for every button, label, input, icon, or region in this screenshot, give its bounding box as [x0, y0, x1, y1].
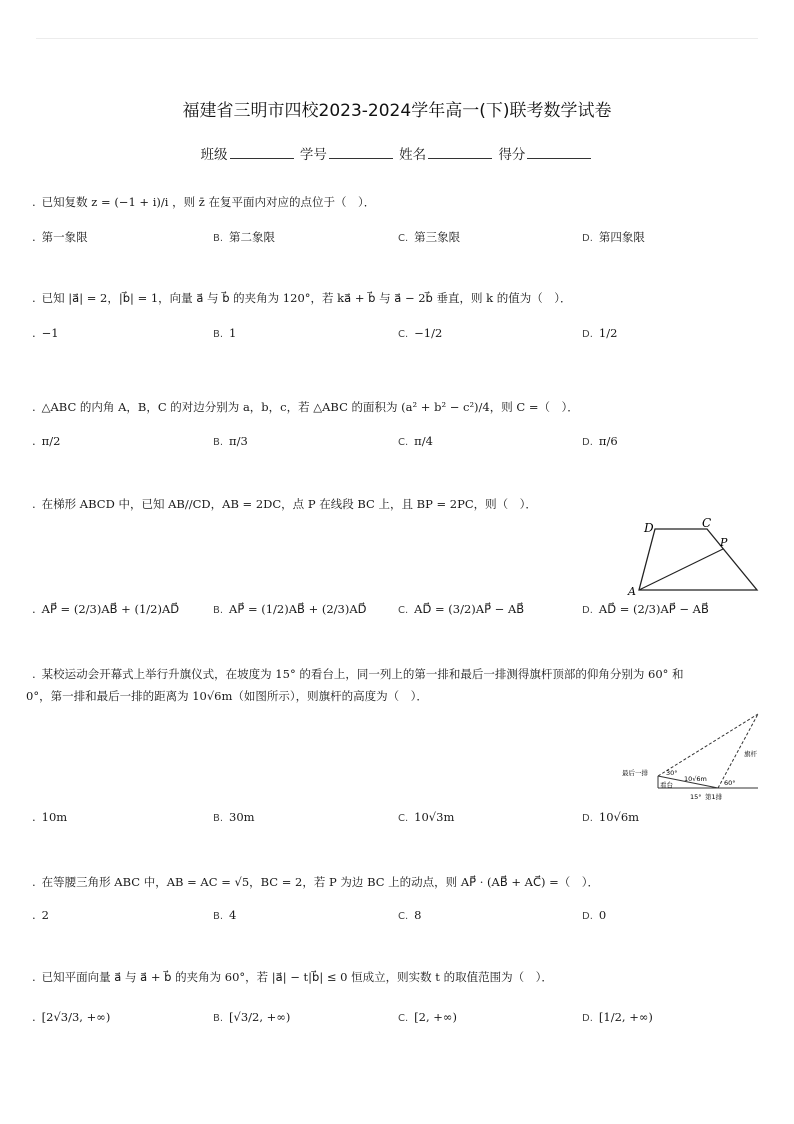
question-4-option-a: . AP⃗ = (2/3)AB⃗ + (1/2)AD⃗: [32, 602, 180, 616]
question-7-option-a: . [2√3/3, +∞): [32, 1010, 111, 1024]
question-5-option-a: . 10m: [32, 810, 68, 824]
question-6-option-b: B. 4: [213, 908, 237, 922]
question-2-option-a: . −1: [32, 326, 59, 340]
question-3-option-d: D. π/6: [582, 434, 618, 448]
question-6-option-c: C. 8: [398, 908, 422, 922]
number-label: 学号: [299, 147, 327, 163]
student-info-row: [0, 143, 794, 163]
number-field[interactable]: [329, 146, 393, 159]
label-angle-60: 60°: [724, 779, 736, 787]
question-7-option-d: D. [1/2, +∞): [582, 1010, 653, 1024]
page-title: 福建省三明市四校2023-2024学年高一(下)联考数学试卷: [182, 101, 612, 121]
question-4-stem: . 在梯形 ABCD 中，已知 AB//CD，AB = 2DC，点 P 在线段 BC 上，且 BP = 2PC，则（ ）．: [32, 497, 537, 511]
question-5-stem-line1: . 某校运动会开幕式上举行升旗仪式，在坡度为 15° 的看台上，同一列上的第一排和最后一排测得旗杆顶部的仰角分别为 60° 和: [32, 667, 684, 681]
question-1-option-a: . 第一象限: [32, 230, 88, 244]
question-5-option-c: C. 10√3m: [398, 810, 455, 824]
question-7-stem: . 已知平面向量 a⃗ 与 a⃗ + b⃗ 的夹角为 60°，若 |a⃗| − t|b⃗| ≤ 0 恒成立，则实数 t 的取值范围为（ ）．: [32, 970, 553, 984]
trapezoid-figure: [622, 515, 762, 597]
score-field[interactable]: [527, 146, 591, 159]
question-1-option-d: D. 第四象限: [582, 230, 645, 244]
question-1-option-b: B. 第二象限: [213, 230, 276, 244]
top-rule: [36, 38, 758, 39]
question-5-option-d: D. 10√6m: [582, 810, 640, 824]
label-last-row: 最后一排: [622, 769, 648, 777]
question-1-stem: . 已知复数 z = (−1 + i)/i ，则 z̄ 在复平面内对应的点位于（ ）．: [32, 195, 376, 209]
question-2-option-b: B. 1: [213, 326, 237, 340]
label-pole: 旗杆: [744, 750, 757, 758]
class-label: 班级: [200, 147, 228, 163]
label-angle-15: 15°: [690, 793, 702, 801]
question-6-option-d: D. 0: [582, 908, 607, 922]
question-6-option-a: . 2: [32, 908, 49, 922]
label-c: C: [702, 516, 712, 530]
label-d: D: [644, 521, 654, 535]
label-first-row: 第1排: [705, 793, 723, 801]
label-distance: 10√6m: [684, 775, 707, 783]
class-field[interactable]: [230, 146, 294, 159]
question-3-option-c: C. π/4: [398, 434, 433, 448]
question-6-stem: . 在等腰三角形 ABC 中，AB = AC = √5，BC = 2，若 P 为边 BC 上的动点，则 AP⃗ · (AB⃗ + AC⃗) =（ ）．: [32, 875, 600, 889]
question-5-option-b: B. 30m: [213, 810, 255, 824]
name-label: 姓名: [399, 147, 427, 163]
question-2-option-c: C. −1/2: [398, 326, 443, 340]
question-4-option-b: B. AP⃗ = (1/2)AB⃗ + (2/3)AD⃗: [213, 602, 367, 616]
question-3-option-b: B. π/3: [213, 434, 248, 448]
name-field[interactable]: [428, 146, 492, 159]
question-3-stem: . △ABC 的内角 A，B，C 的对边分别为 a，b，c，若 △ABC 的面积为 (a² + b² − c²)/4，则 C =（ ）．: [32, 400, 579, 414]
question-5-stem-line2: 0°，第一排和最后一排的距离为 10√6m（如图所示），则旗杆的高度为（ ）．: [26, 689, 428, 703]
sightline-last-row: [658, 714, 758, 776]
question-7-option-c: C. [2, +∞): [398, 1010, 457, 1024]
question-4-option-d: D. AD⃗ = (2/3)AP⃗ − AB⃗: [582, 602, 709, 616]
segment-ap: [639, 549, 723, 590]
question-1-option-c: C. 第三象限: [398, 230, 461, 244]
label-p: P: [720, 536, 728, 549]
label-angle-30: 30°: [666, 769, 678, 777]
score-label: 得分: [498, 147, 526, 163]
label-stand: 看台: [660, 781, 673, 789]
label-a: A: [628, 585, 636, 597]
question-2-option-d: D. 1/2: [582, 326, 618, 340]
question-7-option-b: B. [√3/2, +∞): [213, 1010, 291, 1024]
question-2-stem: . 已知 |a⃗| = 2，|b⃗| = 1，向量 a⃗ 与 b⃗ 的夹角为 120°，若 ka⃗ + b⃗ 与 a⃗ − 2b⃗ 垂直，则 k 的值为（ ）．: [32, 291, 572, 305]
question-4-option-c: C. AD⃗ = (3/2)AP⃗ − AB⃗: [398, 602, 525, 616]
question-3-option-a: . π/2: [32, 434, 61, 448]
flagpole-figure: [620, 712, 760, 804]
